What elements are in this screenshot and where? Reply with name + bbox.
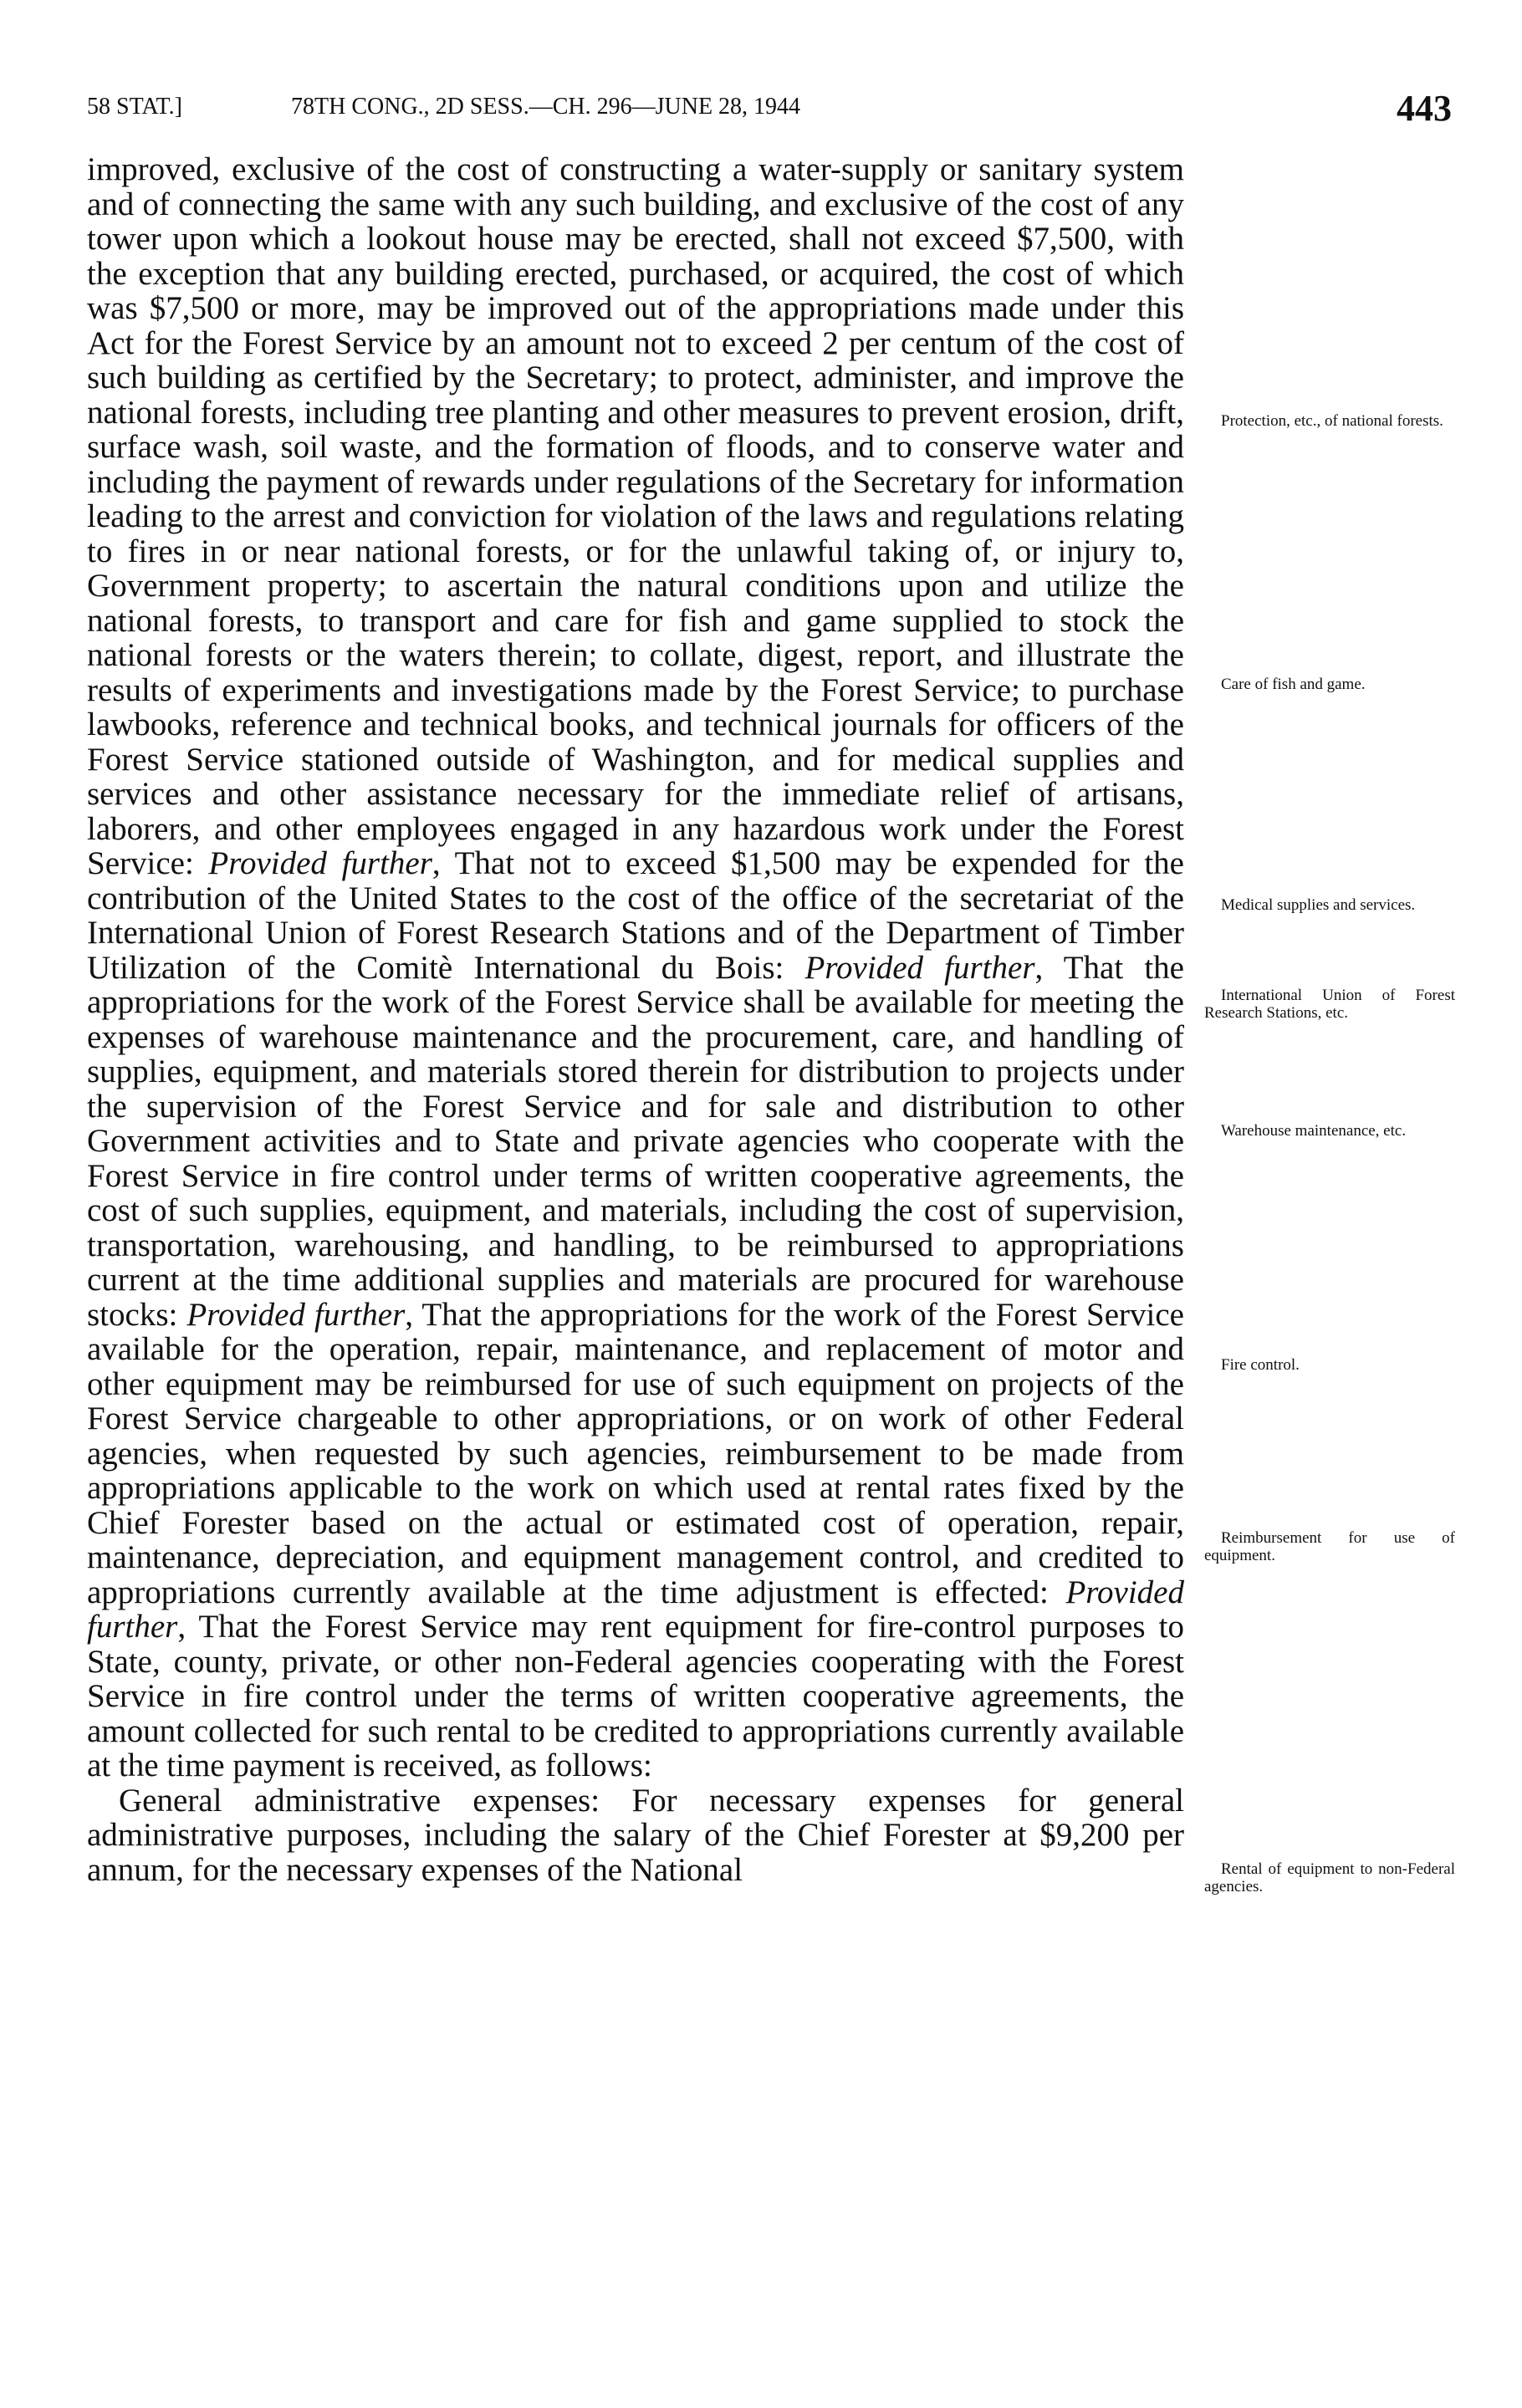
body-text-segment: , That the Forest Service may rent equipment for fire-control purposes to State, county, private, or other non-Federal agencies cooperating with the Forest Service in fire control under the terms of written cooperative agreements, the amount collected for such rental to be credited to appropriations currently available at the time payment is received, as follows: — [87, 1609, 1184, 1783]
body-text-segment: , That the appropriations for the work of the Forest Service available for the operation, repair, maintenance, and replacement of motor and other equipment may be reimbursed for use of such equipment on projects of the Forest Service chargeable to other appropriations, or on work of other Federal agencies, when requested by such agencies, reimbursement to be made from appropriations applicable to the work on which used at rental rates fixed by the Chief Forester based on the actual or estimated cost of operation, repair, maintenance, depreciation, and equipment management control, and credited to appropriations currently available at the time adjustment is effected: — [87, 1296, 1184, 1610]
body-paragraph-2: General administrative expenses: For necessary expenses for general administrative purposes, including the salary of the Chief Forester at $9,200 per annum, for the necessary expenses of the National — [87, 1782, 1184, 1888]
statute-reference: 58 STAT.] — [87, 94, 182, 120]
margin-note-reimbursement: Reimbursement for use of equipment. — [1204, 1529, 1455, 1564]
page-number: 443 — [1397, 88, 1452, 129]
margin-note-fish-game: Care of fish and game. — [1221, 676, 1366, 693]
session-chapter-date: 78TH CONG., 2D SESS.—CH. 296—JUNE 28, 1944 — [291, 94, 801, 120]
statute-body-text — [87, 152, 1184, 1887]
margin-note-protection: Protection, etc., of national forests. — [1221, 412, 1443, 430]
margin-note-warehouse: Warehouse maintenance, etc. — [1221, 1122, 1407, 1140]
margin-note-fire-control: Fire control. — [1221, 1356, 1300, 1374]
body-text-segment: improved, exclusive of the cost of constructing a water-supply or sanitary system and of connecting the same with any such building, and exclusive of the cost of any tower upon which a lookout house may be erected, shall not exceed $7,500, with the exception that any building erected, purchased, or acquired, the cost of which was $7,500 or more, may be improved out of the appropriations made under this Act for the Forest Service by an amount not to exceed 2 per centum of the cost of such building as certified by the Secretary; to protect, administer, and improve the national forests, including tree planting and other measures to prevent erosion, drift, surface wash, soil waste, and the formation of floods, and to conserve water and including the payment of rewards under regulations of the Secretary for information leading to the arrest and conviction for violation of the laws and regulations relating to fires in or near national forests, or for the unlawful taking of, or injury to, Government property; to ascertain the natural conditions upon and utilize the national forests, to transport and care for fish and game supplied to stock the national forests or the waters therein; to collate, digest, report, and illustrate the results of experiments and investigations made by the Forest Service; to purchase lawbooks, reference and technical books, and technical journals for officers of the Forest Service stationed outside of Washington, and for medical supplies and services and other assistance necessary for the immediate relief of artisans, laborers, and other employees engaged in any hazardous work under the Forest Service: — [87, 151, 1184, 881]
proviso-provided-further: Provided further — [87, 1574, 1184, 1645]
margin-note-medical: Medical supplies and services. — [1221, 896, 1416, 914]
body-text-segment: , That the appropriations for the work of the Forest Service shall be available for meeting the expenses of warehouse maintenance and the procurement, care, and handling of supplies, equipment, and materials stored therein for distribution to projects under the supervision of the Forest Service and for sale and distribution to other Government activities and to State and private agencies who cooperate with the Forest Service in fire control under terms of written cooperative agreements, the cost of such supplies, equipment, and materials, including the cost of supervision, transportation, warehousing, and handling, to be reimbursed to appropriations current at the time additional supplies and materials are procured for warehouse stocks: — [87, 949, 1184, 1333]
proviso-provided-further: Provided further — [186, 1296, 406, 1333]
body-text-segment: , That not to exceed $1,500 may be expended for the contribution of the United States to the cost of the office of the secretariat of the International Union of Forest Research Stations and of the Department of Timber Utilization of the Comitè International du Bois: — [87, 845, 1184, 986]
proviso-provided-further: Provided further — [804, 949, 1035, 986]
page-header — [87, 88, 1452, 144]
margin-note-rental: Rental of equipment to non-Federal agencies. — [1204, 1860, 1455, 1895]
margin-note-international-union: International Union of Forest Research Stations, etc. — [1204, 987, 1455, 1022]
body-paragraph-1 — [87, 152, 1184, 1783]
proviso-provided-further: Provided further — [208, 845, 432, 881]
